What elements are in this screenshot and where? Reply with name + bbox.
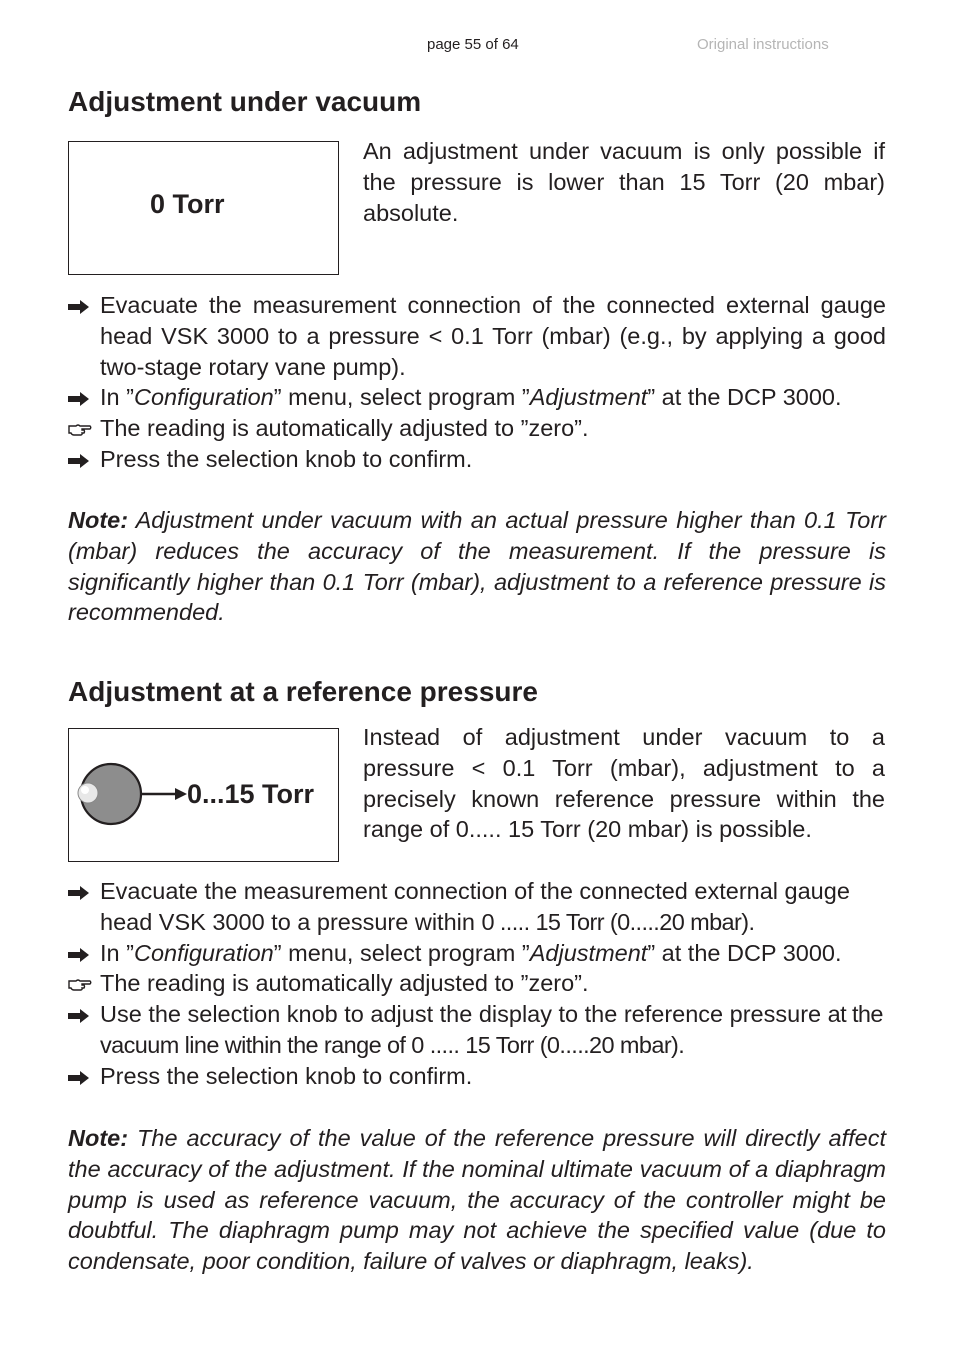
display-value: 0 Torr (150, 189, 225, 219)
step-text: Press the selection knob to confirm. (100, 445, 473, 472)
note-paragraph (68, 1123, 886, 1277)
step-text: ” menu, select program ” (273, 939, 530, 966)
list-item (68, 968, 886, 999)
display-figure-vacuum (68, 141, 339, 275)
step-list (68, 290, 886, 475)
section-heading-vacuum: Adjustment under vacuum (68, 86, 422, 117)
display-figure-reference (68, 728, 339, 862)
note-text: The accuracy of the value of the reference pressure will directly affect the accuracy of the adjustment. If the nominal ultimate vacuum of a diaphragm pump is used as reference vacuum, the accuracy of the controller might be doubtful. The diaphragm pump may not achieve the specified value (due to condensate, poor condition, failure of valves or diaphragm, leaks). (68, 1125, 887, 1275)
step-text: In ” (100, 939, 134, 966)
program-name: Adjustment (529, 384, 648, 411)
step-result-text: The reading is automatically adjusted to ”zero”. (100, 970, 589, 997)
step-text: Evacuate the measurement connection of the connected external gauge head VSK 3000 to a pressure within (100, 878, 850, 935)
list-item (68, 290, 886, 382)
intro-text: An adjustment under vacuum is only possible if the pressure is lower than 15 Torr (20 mbar) absolute. (363, 138, 885, 226)
step-text: at the vacuum line within the range of 0 ..... 15 Torr (0.....20 mbar). (100, 1001, 883, 1058)
step-text: 0 ..... 15 Torr (0.....20 mbar). (481, 908, 755, 935)
note-label: Note: (68, 507, 129, 533)
step-text: Use the selection knob to adjust the display to the reference pressure (100, 1001, 822, 1028)
step-text: Evacuate the measurement connection of the connected external gauge head VSK 3000 to a pressure < 0.1 Torr (mbar) (e.g., by applying a good two-stage rotary vane pump). (100, 292, 886, 380)
step-text: Press the selection knob to confirm. (100, 1062, 473, 1089)
note-text: Adjustment under vacuum with an actual pressure higher than 0.1 Torr (mbar) reduces the accuracy of the measurement. If the pressure is significantly higher than 0.1 Torr (mbar), adjustment to a reference pressure is recommended. (68, 507, 886, 626)
list-item (68, 938, 886, 969)
step-text: ” at the DCP 3000. (647, 384, 842, 411)
page-number: page 55 of 64 (427, 36, 519, 53)
step-result-text: The reading is automatically adjusted to ”zero”. (100, 415, 589, 442)
menu-name: Configuration (133, 939, 274, 966)
step-text: ” menu, select program ” (273, 384, 530, 411)
step-list (68, 876, 886, 1092)
list-item (68, 444, 886, 475)
intro-text: Instead of adjustment under vacuum to a pressure < 0.1 Torr (mbar), adjustment to a precisely known reference pressure within the range of 0..... 15 Torr (20 mbar) is possible. (363, 724, 885, 843)
step-text: ” at the DCP 3000. (647, 939, 842, 966)
document-type-label: Original instructions (697, 36, 829, 53)
list-item (68, 876, 886, 938)
note-paragraph (68, 505, 886, 628)
list-item (68, 1061, 886, 1092)
note-label: Note: (68, 1125, 129, 1151)
list-item (68, 999, 886, 1061)
display-value: 0...15 Torr (187, 779, 315, 809)
step-text: In ” (100, 384, 134, 411)
menu-name: Configuration (133, 384, 274, 411)
list-item (68, 413, 886, 444)
program-name: Adjustment (529, 939, 648, 966)
list-item (68, 382, 886, 413)
section-heading-reference: Adjustment at a reference pressure (68, 676, 538, 707)
